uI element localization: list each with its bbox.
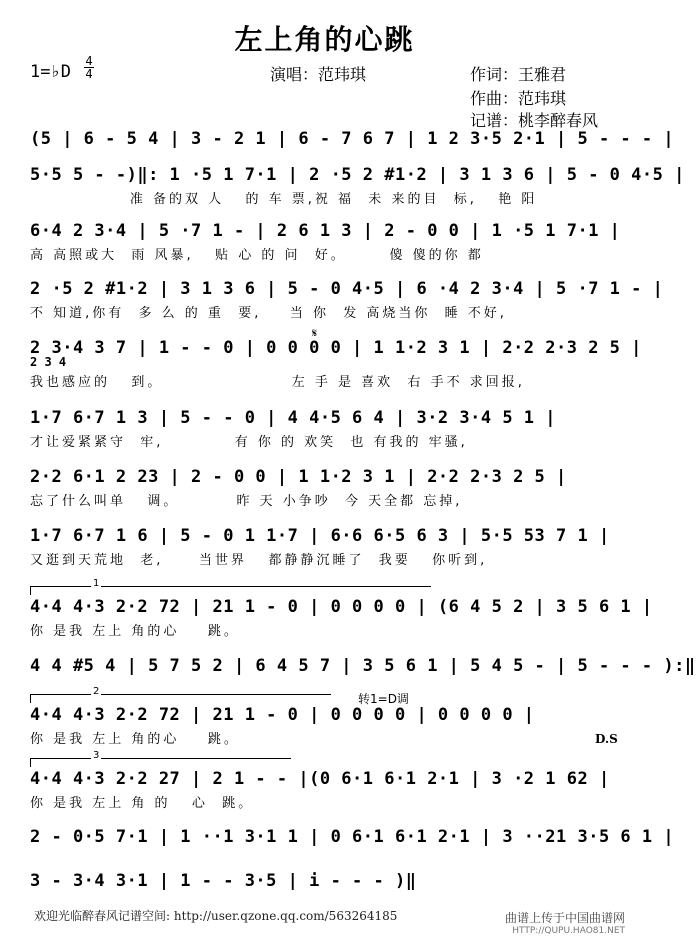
- lyric-line: 才让爱紧紧守 牢, 有 你 的 欢笑 也 有我的 牢骚,: [30, 435, 468, 450]
- notation-line: (5 | 6 - 5 4 | 3 - 2 1 | 6 - 7 6 7 | 1 2 3·5 2·1 | 5 - - - |: [30, 129, 675, 149]
- lyric-line: 我也感应的 到。 左 手 是 喜欢 右 手不 求回报,: [30, 375, 525, 390]
- volta-bracket: [30, 686, 331, 703]
- notation-line: 4·4 4·3 2·2 72 | 21 1 - 0 | 0 0 0 0 | (6 4 5 2 | 3 5 6 1 |: [30, 597, 653, 617]
- time-signature-top: 4: [85, 54, 93, 68]
- dal-segno-mark: D.S: [595, 732, 618, 746]
- singer-credit: 演唱：范玮琪: [270, 65, 367, 84]
- notation-line: 2 3·4 3 7 | 1 - - 0 | 0 0 0 0 | 1 1·2 3 1 | 2·2 2·3 2 5 |: [30, 338, 642, 358]
- notation-line: 2 - 0·5 7·1 | 1 ··1 3·1 1 | 0 6·1 6·1 2·1 | 3 ··21 3·5 6 1 |: [30, 827, 675, 847]
- song-title: 左上角的心跳: [234, 23, 415, 56]
- volta-number: 2: [93, 686, 100, 697]
- alternate-notes: 2 3 4: [30, 355, 67, 369]
- transcriber-credit: 记谱：桃李醉春风: [470, 111, 599, 130]
- notation-line: 6·4 2 3·4 | 5 ·7 1 - | 2 6 1 3 | 2 - 0 0 | 1 ·5 1 7·1 |: [30, 221, 621, 241]
- notation-line: 4·4 4·3 2·2 72 | 21 1 - 0 | 0 0 0 0 | 0 0 0 0 |: [30, 705, 535, 725]
- notation-line: 5·5 5 - -)‖: 1 ·5 1 7·1 | 2 ·5 2 #1·2 | 3 1 3 6 | 5 - 0 4·5 |: [30, 165, 685, 185]
- volta-bracket: [30, 750, 291, 767]
- time-signature: [84, 55, 94, 80]
- segno-sign: 𝄋: [312, 326, 318, 340]
- lyric-line: 你 是我 左上 角的心 跳。: [30, 732, 240, 747]
- lyric-line: 高 高照或大 雨 风暴, 贴 心 的 问 好。 傻 傻的你 都: [30, 248, 484, 263]
- notation-line: 2·2 6·1 2 23 | 2 - 0 0 | 1 1·2 3 1 | 2·2 2·3 2 5 |: [30, 467, 567, 487]
- composer-credit: 作曲：范玮琪: [470, 89, 567, 108]
- lyric-line: 准 备的双 人 的 车 票,祝 福 未 来的目 标, 艳 阳: [30, 192, 538, 207]
- lyric-line: 你 是我 左上 角 的 心 跳。: [30, 796, 255, 811]
- lyric-line: 忘了什么叫单 调。 昨 天 小争吵 今 天全都 忘掉,: [30, 494, 463, 509]
- notation-line: 4 4 #5 4 | 5 7 5 2 | 6 4 5 7 | 3 5 6 1 | 5 4 5 - | 5 - - - ):‖: [30, 656, 696, 676]
- lyric-line: 不 知道,你有 多 么 的 重 要, 当 你 发 高烧当你 睡 不好,: [30, 306, 507, 321]
- notation-line: 3 - 3·4 3·1 | 1 - - 3·5 | i - - - )‖: [30, 871, 417, 891]
- lyric-line: 你 是我 左上 角的心 跳。: [30, 624, 240, 639]
- volta-number: 1: [93, 578, 100, 589]
- key-change-mark: 转1=D调: [358, 692, 409, 706]
- volta-number: 3: [93, 750, 100, 761]
- volta-bracket: [30, 578, 431, 595]
- site-watermark: [505, 909, 625, 936]
- notation-line: 2 ·5 2 #1·2 | 3 1 3 6 | 5 - 0 4·5 | 6 ·4 2 3·4 | 5 ·7 1 - |: [30, 279, 664, 299]
- watermark-text: 曲谱上传于中国曲谱网: [505, 911, 626, 925]
- footer-link-text: 欢迎光临醉春风记谱空间: http://user.qzone.qq.com/563264185: [34, 909, 398, 923]
- lyricist-credit: 作词：王雅君: [470, 65, 567, 84]
- notation-line: 4·4 4·3 2·2 27 | 2 1 - - |(0 6·1 6·1 2·1 | 3 ·2 1 62 |: [30, 769, 610, 789]
- notation-line: 1·7 6·7 1 6 | 5 - 0 1 1·7 | 6·6 6·5 6 3 | 5·5 53 7 1 |: [30, 526, 610, 546]
- key-signature: 1=♭D: [30, 62, 71, 82]
- lyric-line: 又逛到天荒地 老, 当世界 都静静沉睡了 我要 你听到,: [30, 553, 488, 568]
- notation-line: 1·7 6·7 1 3 | 5 - - 0 | 4 4·5 6 4 | 3·2 3·4 5 1 |: [30, 408, 557, 428]
- watermark-url: HTTP://QUPU.HAO81.NET: [512, 926, 626, 936]
- time-signature-bottom: 4: [85, 67, 93, 81]
